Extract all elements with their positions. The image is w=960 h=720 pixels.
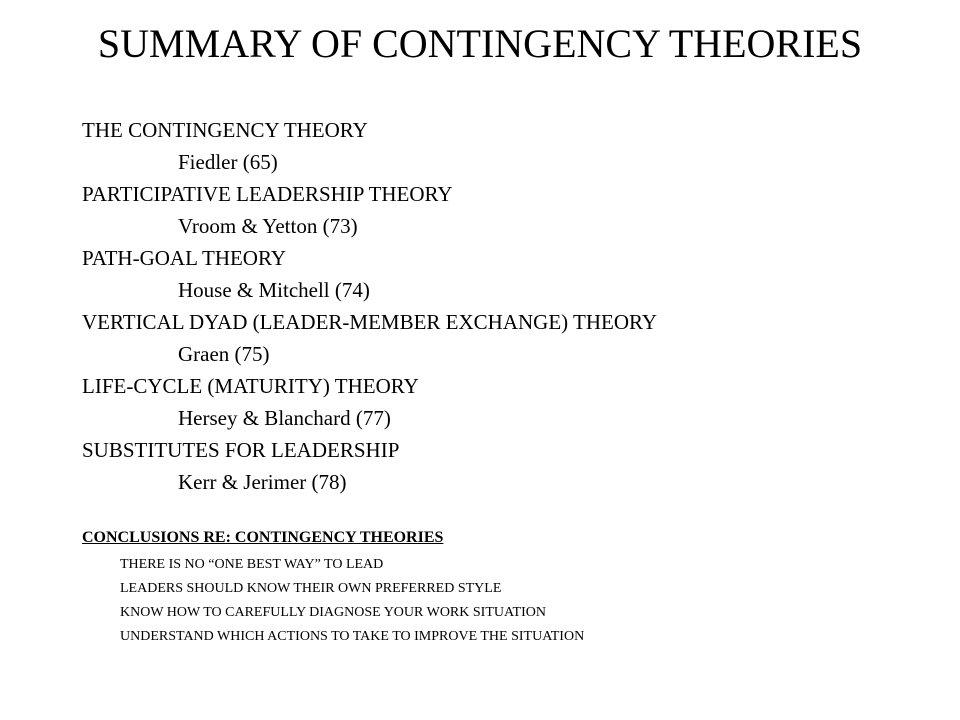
- theory-item: [82, 306, 657, 370]
- conclusion-point: KNOW HOW TO CAREFULLY DIAGNOSE YOUR WORK SITUATION: [120, 605, 546, 620]
- theory-author: House & Mitchell (74): [178, 278, 370, 302]
- theory-author: Graen (75): [178, 342, 270, 366]
- theory-author: Hersey & Blanchard (77): [178, 406, 391, 430]
- conclusions-heading: CONCLUSIONS RE: CONTINGENCY THEORIES: [82, 529, 444, 546]
- conclusion-point: THERE IS NO “ONE BEST WAY” TO LEAD: [120, 557, 384, 572]
- theory-item: [82, 434, 657, 498]
- theory-author: Kerr & Jerimer (78): [178, 470, 347, 494]
- theory-item: [82, 114, 657, 178]
- theory-name: SUBSTITUTES FOR LEADERSHIP: [82, 438, 400, 462]
- slide-title: SUMMARY OF CONTINGENCY THEORIES: [97, 21, 863, 66]
- theory-author: Fiedler (65): [178, 150, 278, 174]
- theory-item: [82, 242, 657, 306]
- conclusion-point: LEADERS SHOULD KNOW THEIR OWN PREFERRED STYLE: [120, 581, 502, 596]
- theory-item: [82, 370, 657, 434]
- conclusions-section: [82, 526, 584, 649]
- theory-name: PARTICIPATIVE LEADERSHIP THEORY: [82, 182, 453, 206]
- theory-name: VERTICAL DYAD (LEADER-MEMBER EXCHANGE) THEORY: [82, 310, 658, 334]
- theory-name: LIFE-CYCLE (MATURITY) THEORY: [82, 374, 419, 398]
- conclusion-point: UNDERSTAND WHICH ACTIONS TO TAKE TO IMPROVE THE SITUATION: [120, 629, 585, 644]
- theory-item: [82, 178, 657, 242]
- theory-list: [82, 114, 657, 498]
- theory-author: Vroom & Yetton (73): [178, 214, 358, 238]
- theory-name: PATH-GOAL THEORY: [82, 246, 286, 270]
- theory-name: THE CONTINGENCY THEORY: [82, 118, 368, 142]
- conclusion-points: [82, 553, 584, 649]
